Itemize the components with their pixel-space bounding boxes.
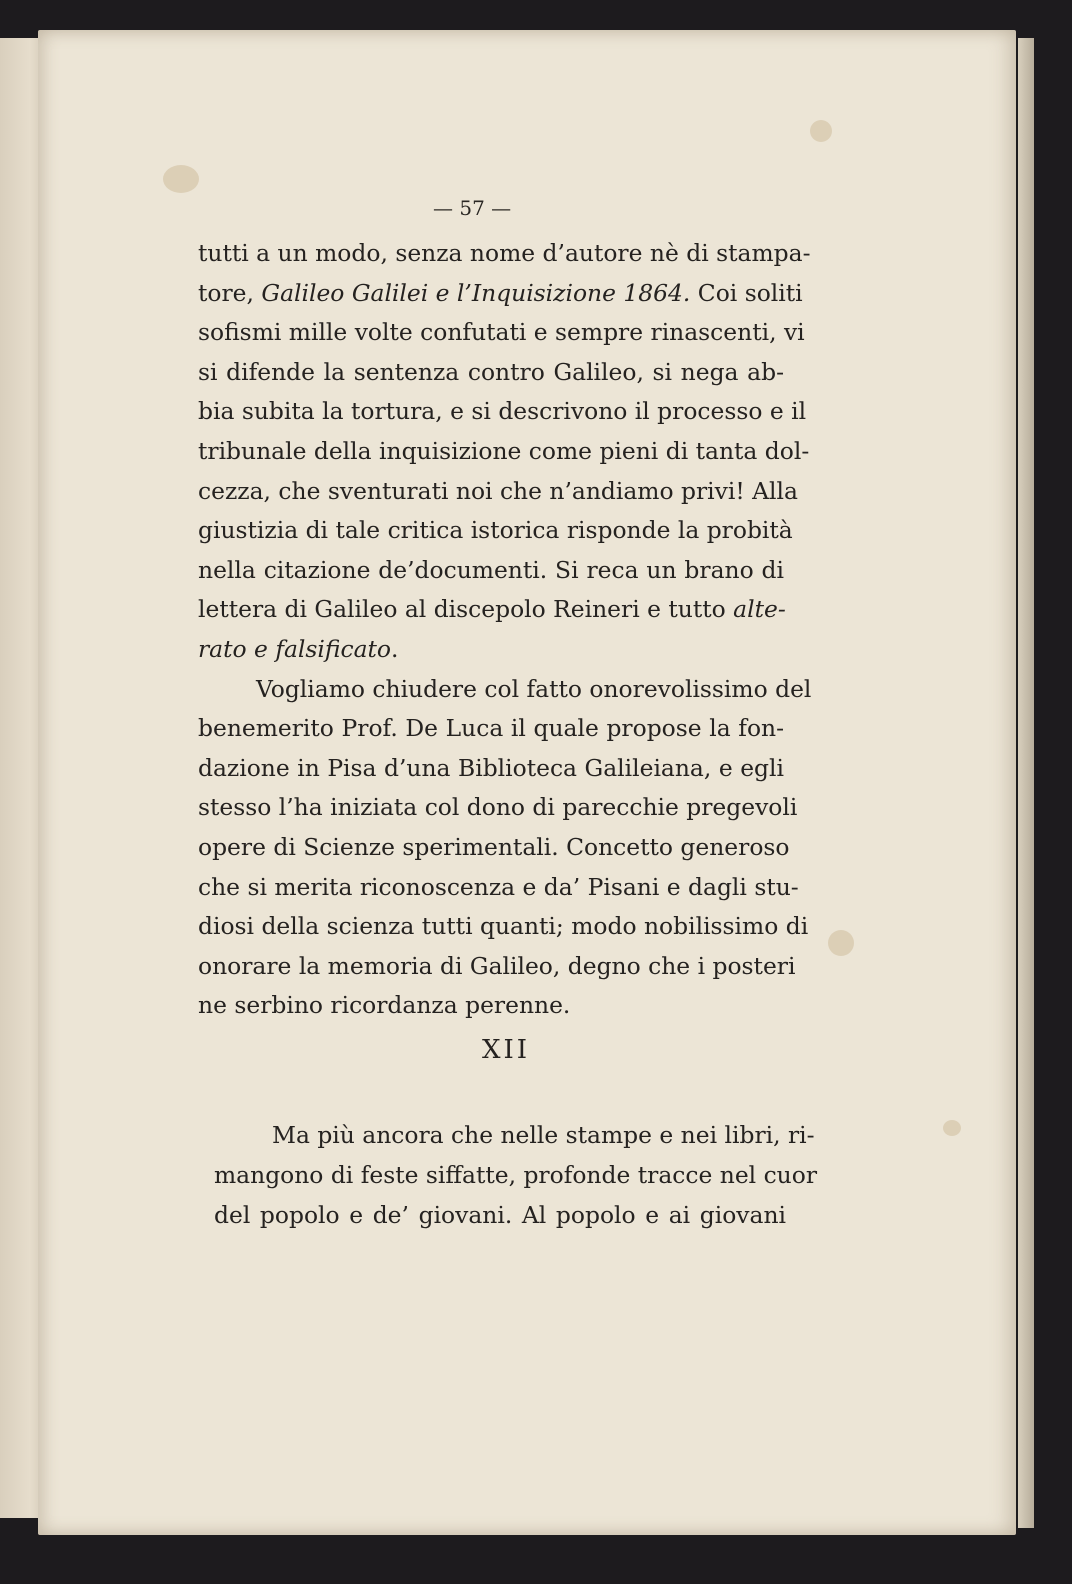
text-line: che si merita riconoscenza e da’ Pisani e dagli stu- [198, 872, 799, 901]
text-line: tribunale della inquisizione come pieni di tanta dol- [198, 436, 810, 465]
text-line: opere di Scienze sperimentali. Concetto generoso [198, 832, 790, 861]
text-line: del popolo e de’ giovani. Al popolo e ai giovani [214, 1201, 786, 1229]
text-span: . [391, 634, 399, 663]
italic-title: Galileo Galilei e l’Inquisizione 1864. [261, 278, 691, 307]
italic-text: alte- [733, 595, 786, 624]
text-span: tore, [198, 278, 254, 307]
text-line: ne serbino ricordanza perenne. [198, 991, 571, 1020]
section-heading: XII [482, 1035, 531, 1065]
text-line [198, 274, 803, 314]
foxing-spot [163, 165, 199, 193]
foxing-spot [828, 930, 854, 956]
text-line: dazione in Pisa d’una Biblioteca Galileiana, e egli [198, 753, 784, 782]
italic-text: rato e falsificato [198, 634, 392, 663]
text-line: bia subita la tortura, e si descrivono il processo e il [198, 397, 807, 426]
text-line: benemerito Prof. De Luca il quale propose la fon- [198, 714, 784, 743]
text-line: Vogliamo chiudere col fatto onorevolissimo del [256, 674, 812, 703]
text-span: lettera di Galileo al discepolo Reineri e tutto [198, 595, 726, 624]
text-line: stesso l’ha iniziata col dono di parecchie pregevoli [198, 793, 798, 822]
text-line: diosi della scienza tutti quanti; modo nobilissimo di [198, 912, 809, 941]
foxing-spot [943, 1120, 961, 1136]
page-edge-strip [1018, 38, 1034, 1528]
text-line: sofismi mille volte confutati e sempre rinascenti, vi [198, 318, 805, 347]
text-line: nella citazione de’documenti. Si reca un brano di [198, 555, 784, 584]
paragraph-3 [214, 1115, 818, 1235]
text-line: si difende la sentenza contro Galileo, si nega ab- [198, 357, 784, 386]
paragraph-1 [198, 234, 812, 1026]
text-line [198, 630, 784, 670]
foxing-spot [810, 120, 832, 142]
text-line: mangono di feste siffatte, profonde tracce nel cuor [214, 1161, 818, 1189]
text-line: onorare la memoria di Galileo, degno che i posteri [198, 951, 796, 980]
text-line [198, 590, 784, 630]
text-span: Coi soliti [697, 278, 803, 307]
text-line: giustizia di tale critica istorica risponde la probità [198, 516, 793, 545]
text-line: tutti a un modo, senza nome d’autore nè di stampa- [198, 239, 811, 267]
page-number: — 57 — [433, 196, 512, 220]
text-line: Ma più ancora che nelle stampe e nei libri, ri- [272, 1121, 815, 1149]
text-line: cezza, che sventurati noi che n’andiamo privi! Alla [198, 476, 798, 505]
